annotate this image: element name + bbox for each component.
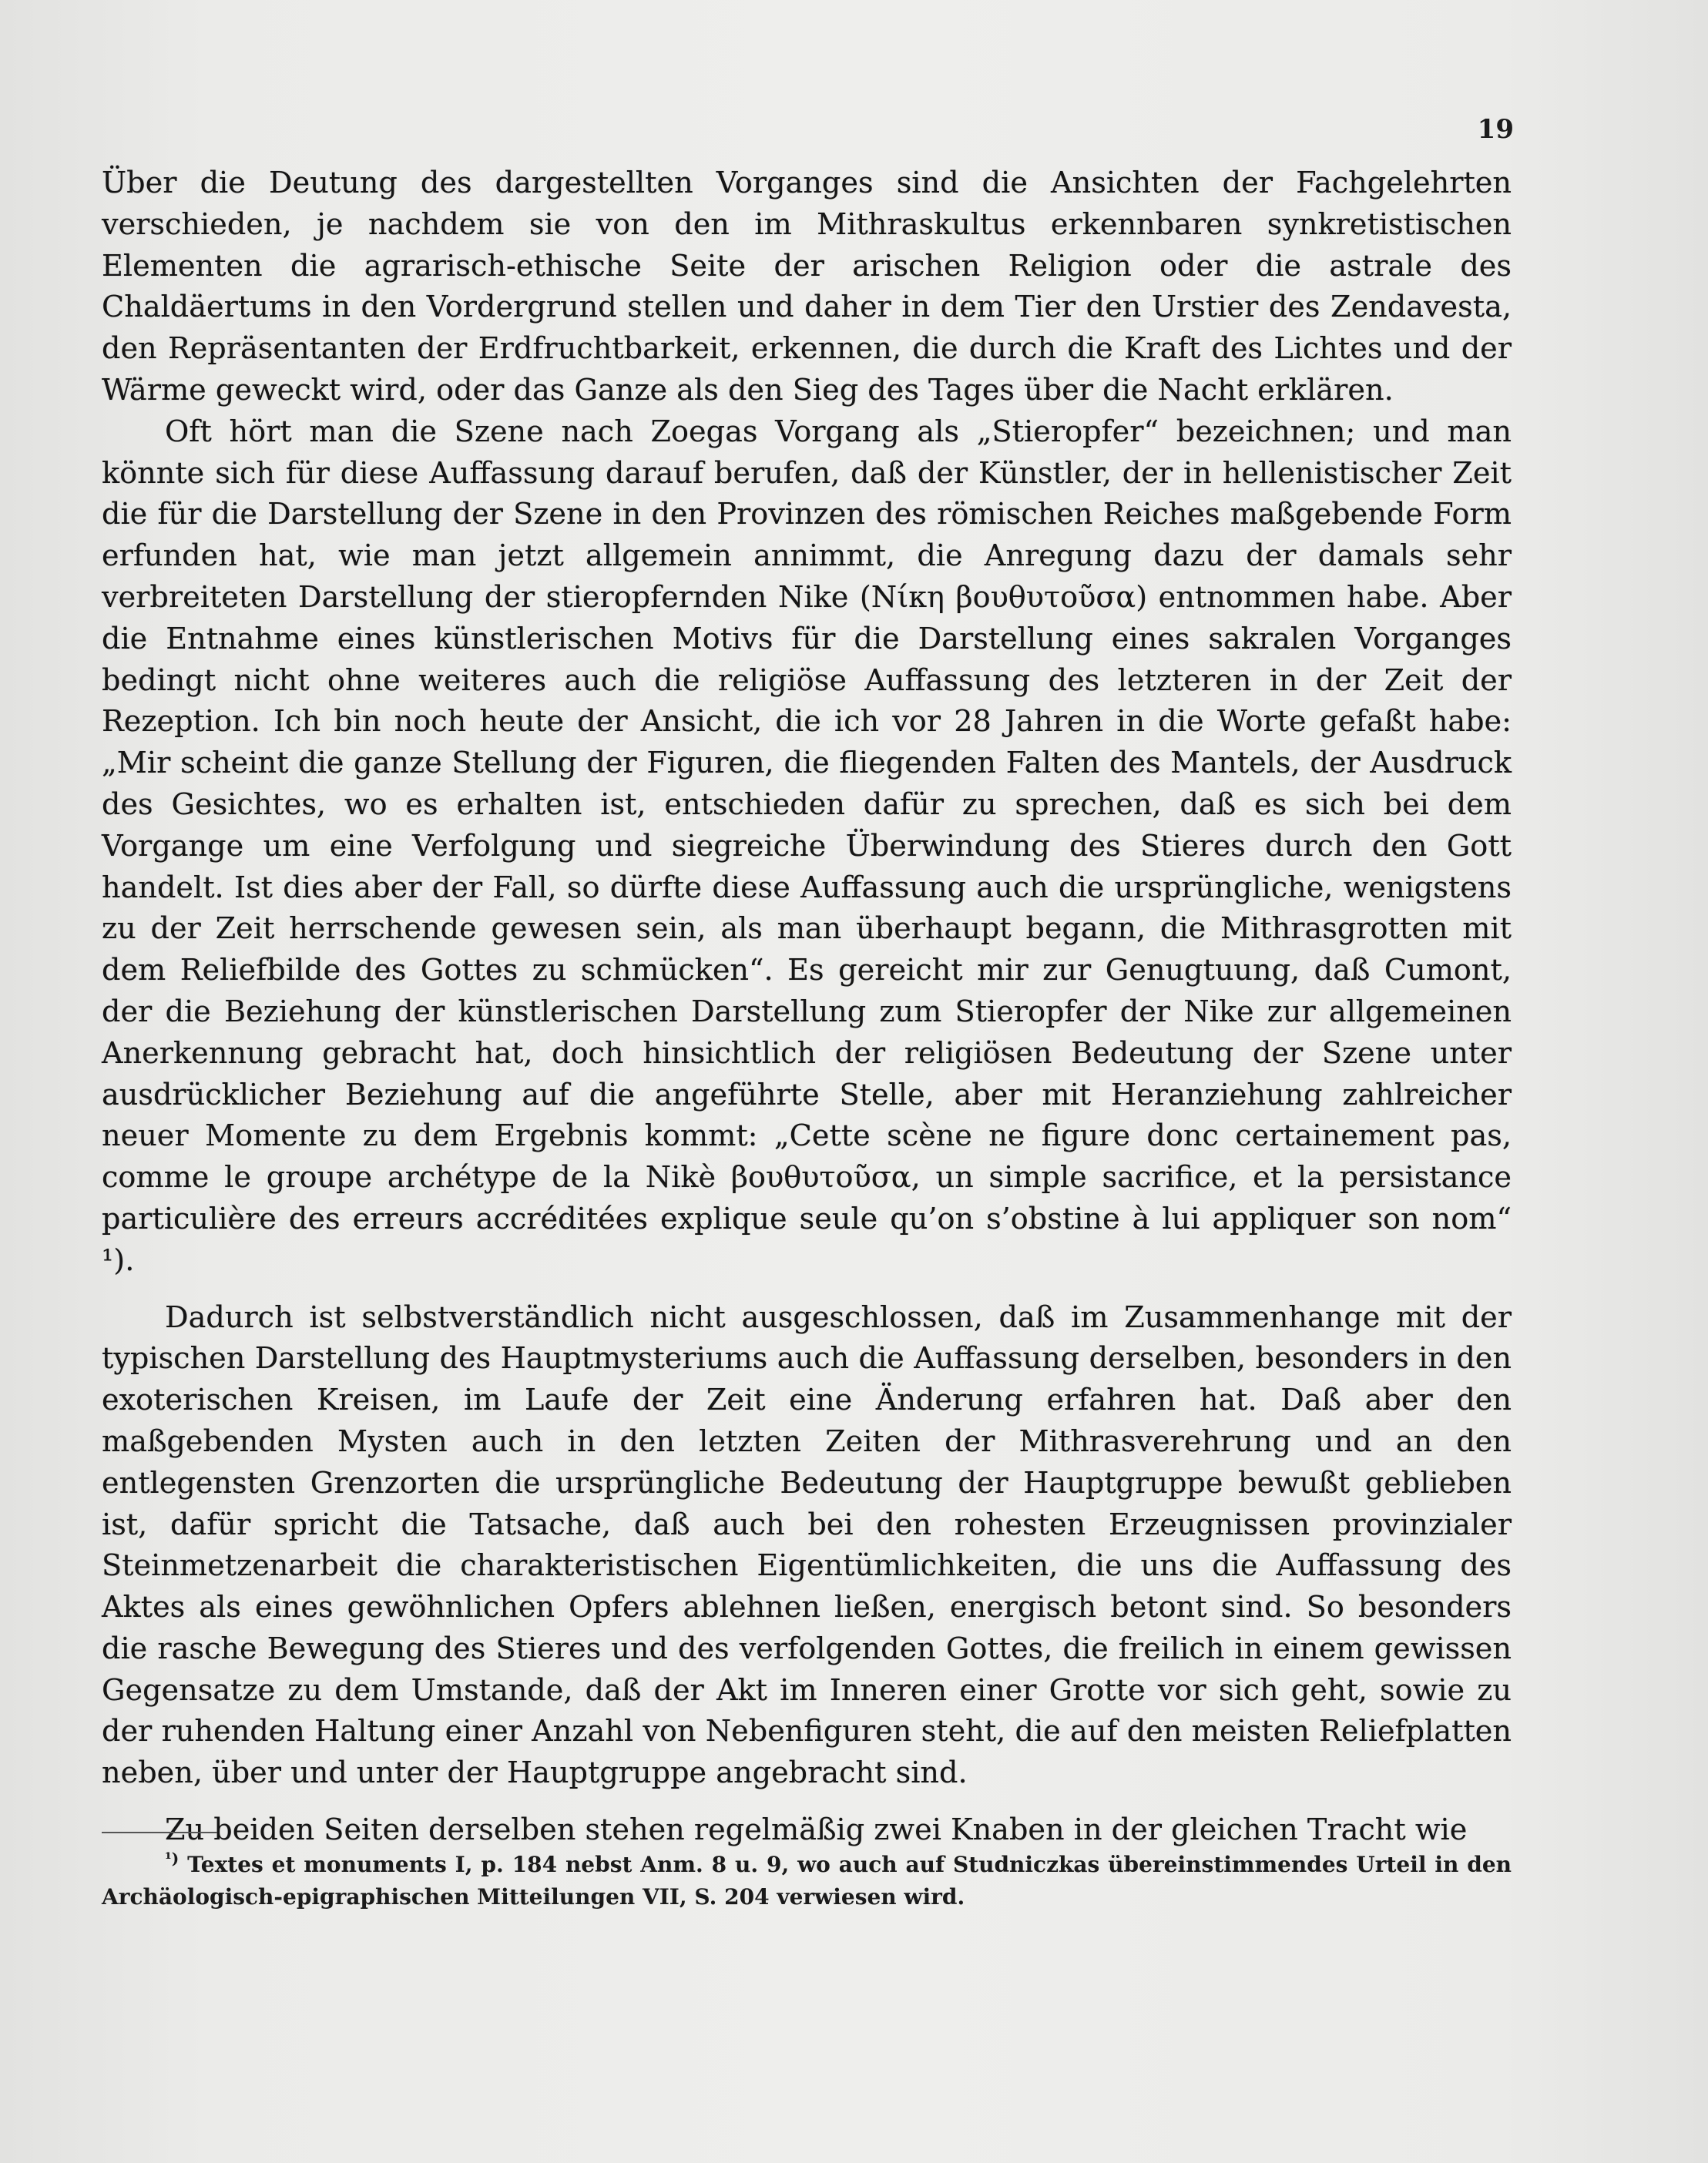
paragraph-4: Zu beiden Seiten derselben stehen regelmäßig zwei Knaben in der gleichen Tracht wie — [165, 1813, 1468, 1848]
footnotes — [102, 1849, 1512, 1913]
footnote-divider — [102, 1832, 217, 1833]
paragraph-3: Dadurch ist selbstverständlich nicht ausgeschlossen, daß im Zusammenhange mit der typischen Darstellung des Hauptmysteriums auch die Auffassung derselben, besonders in den exoterischen Kreisen, im Laufe der Zeit eine Änderung erfahren hat. Daß aber den maßgebenden Mysten auch in den letzten Zeiten der Mithrasverehrung und an den entlegensten Grenzorten die ursprüngliche Bedeutung der Hauptgruppe bewußt geblieben ist, dafür spricht die Tatsache, daß auch bei den rohesten Erzeugnissen provinzialer Steinmetzenarbeit die charakteristischen Eigentümlichkeiten, die uns die Auffassung des Aktes als eines gewöhnlichen Opfers ablehnen ließen, energisch betont sind. So besonders die rasche Bewegung des Stieres und des verfolgenden Gottes, die freilich in einem gewissen Gegensatze zu dem Umstande, daß der Akt im Inneren einer Grotte vor sich geht, sowie zu der ruhenden Haltung einer Anzahl von Nebenfiguren steht, die auf den meisten Reliefplatten neben, über und unter der Hauptgruppe angebracht sind. — [102, 1300, 1512, 1791]
footnote-1 — [102, 1849, 1512, 1913]
main-text — [102, 163, 1512, 1852]
footnote-marker: ¹) — [165, 1849, 180, 1868]
paragraph-2: Oft hört man die Szene nach Zoegas Vorgang als „Stieropfer“ bezeichnen; und man könnte sich für diese Auffassung darauf berufen, daß der Künstler, der in hellenistischer Zeit die für die Darstellung der Szene in den Provinzen des römischen Reiches maßgebende Form erfunden hat, wie man jetzt allgemein annimmt, die Anregung dazu der damals sehr verbreiteten Darstellung der stieropfernden Nike (Νίκη βουθυτοῦσα) entnommen habe. Aber die Entnahme eines künstlerischen Motivs für die Darstellung eines sakralen Vorganges bedingt nicht ohne weiteres auch die religiöse Auffassung des letzteren in der Zeit der Rezeption. Ich bin noch heute der Ansicht, die ich vor 28 Jahren in die Worte gefaßt habe: „Mir scheint die ganze Stellung der Figuren, die fliegenden Falten des Mantels, der Ausdruck des Gesichtes, wo es erhalten ist, entschieden dafür zu sprechen, daß es sich bei dem Vorgange um eine Verfolgung und siegreiche Überwindung des Stieres durch den Gott handelt. Ist dies aber der Fall, so dürfte diese Auffassung auch die ursprüngliche, wenigstens zu der Zeit herrschende gewesen sein, als man überhaupt begann, die Mithrasgrotten mit dem Reliefbilde des Gottes zu schmücken“. Es gereicht mir zur Genugtuung, daß Cumont, der die Beziehung der künstlerischen Darstellung zum Stieropfer der Nike zur allgemeinen Anerkennung gebracht hat, doch hinsichtlich der religiösen Bedeutung der Szene unter ausdrücklicher Beziehung auf die angeführte Stelle, aber mit Heranziehung zahlreicher neuer Momente zu dem Ergebnis kommt: „Cette scène ne figure donc certainement pas, comme le groupe archétype de la Nikè βουθυτοῦσα, un simple sacrifice, et la persistance particulière des erreurs accréditées explique seule qu’on s’obstine à lui appliquer son nom“ ¹). — [102, 414, 1512, 1278]
page-number: 19 — [1477, 114, 1514, 145]
paragraph-1: Über die Deutung des dargestellten Vorganges sind die Ansichten der Fachgelehrten verschieden, je nachdem sie von den im Mithraskultus erkennbaren synkretistischen Elementen die agrarisch-ethische Seite der arischen Religion oder die astrale des Chaldäertums in den Vordergrund stellen und daher in dem Tier den Urstier des Zendavesta, den Repräsentanten der Erdfruchtbarkeit, erkennen, die durch die Kraft des Lichtes und der Wärme geweckt wird, oder das Ganze als den Sieg des Tages über die Nacht erklären. — [102, 166, 1512, 407]
footnote-text: Textes et monuments I, p. 184 nebst Anm. 8 u. 9, wo auch auf Studniczkas übereinstimmendes Urteil in den Archäologisch-epigraphischen Mitteilungen VII, S. 204 verwiesen wird. — [102, 1852, 1512, 1910]
